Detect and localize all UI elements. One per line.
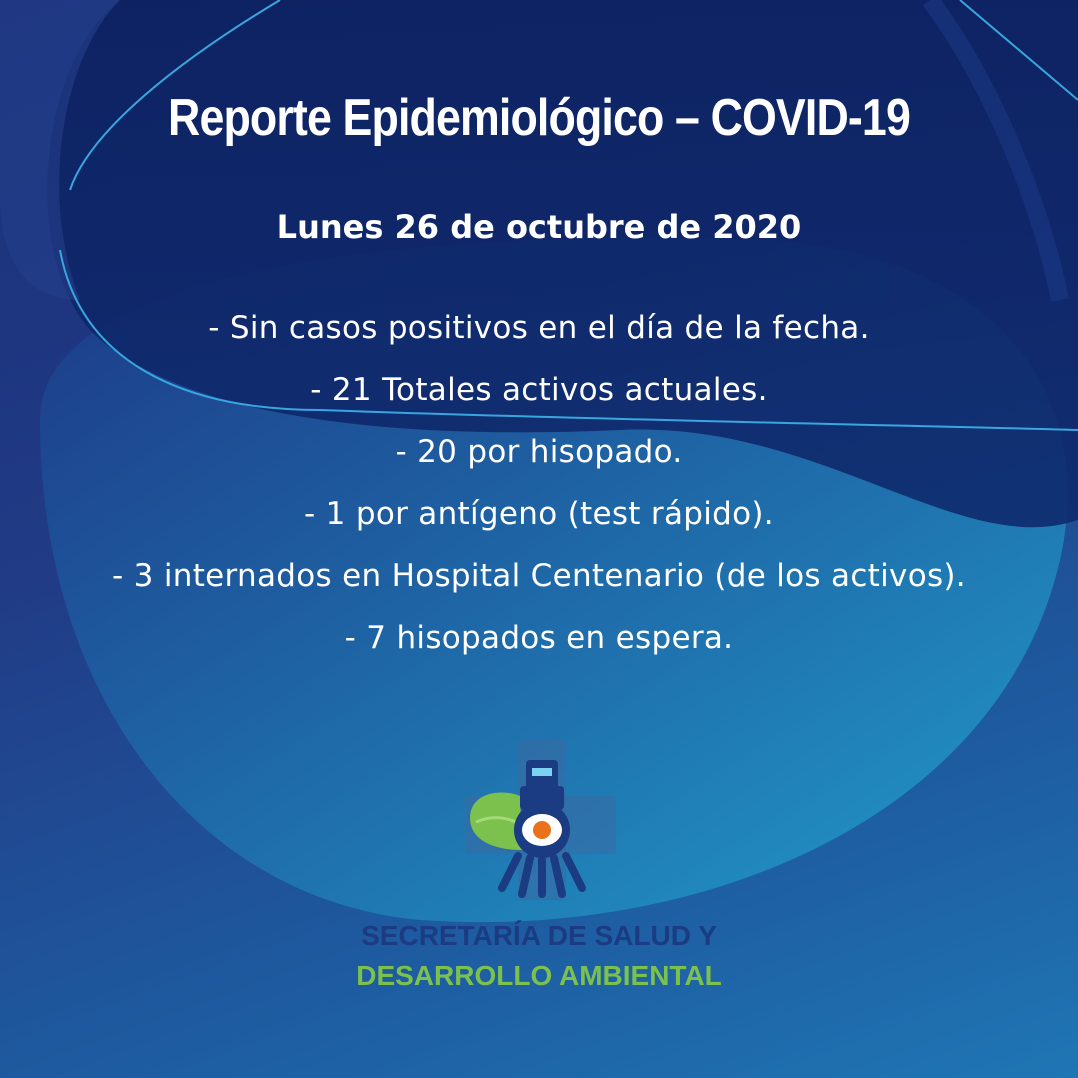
- report-item: - 1 por antígeno (test rápido).: [304, 496, 774, 532]
- report-items: [0, 304, 1078, 676]
- organization-line-2: DESARROLLO AMBIENTAL: [356, 960, 722, 991]
- report-date: Lunes 26 de octubre de 2020: [276, 208, 802, 246]
- report-title: Reporte Epidemiológico – COVID-19: [168, 89, 910, 147]
- report-item: - 7 hisopados en espera.: [344, 620, 734, 656]
- report-item: - 3 internados en Hospital Centenario (de los activos).: [112, 558, 966, 594]
- train-cross-leaf-logo-icon: [460, 738, 630, 908]
- report-item: - 21 Totales activos actuales.: [310, 372, 768, 408]
- report-item: - Sin casos positivos en el día de la fecha.: [208, 310, 870, 346]
- report-item: - 20 por hisopado.: [395, 434, 683, 470]
- organization-line-1: SECRETARÍA DE SALUD Y: [361, 920, 717, 951]
